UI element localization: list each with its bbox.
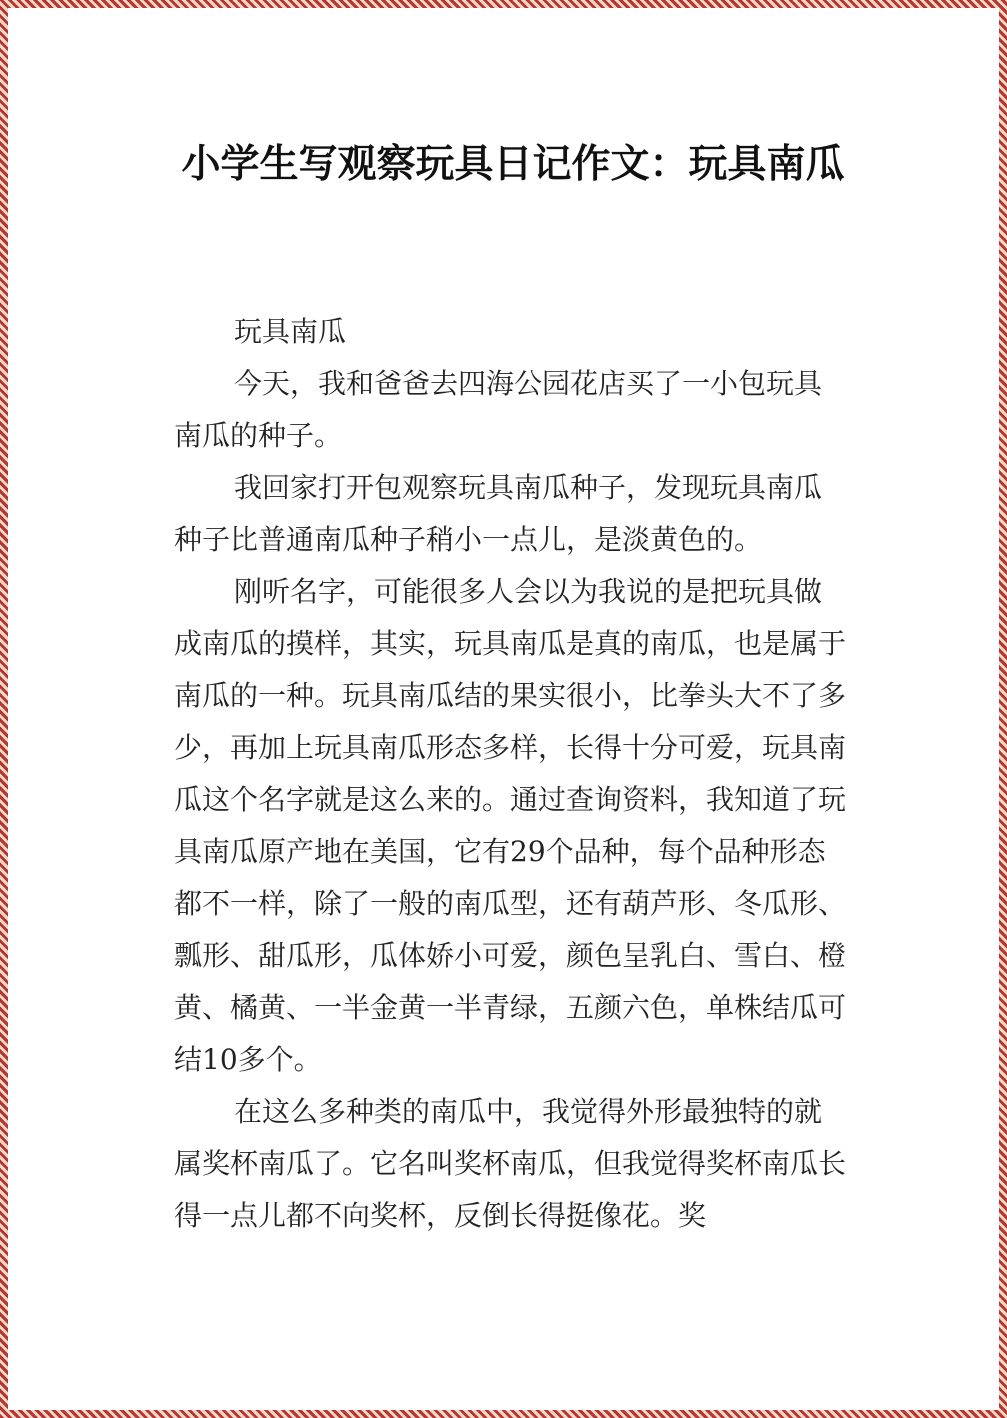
paragraph: 刚听名字，可能很多人会以为我说的是把玩具做成南瓜的摸样，其实，玩具南瓜是真的南瓜，也是属于南瓜的一种。玩具南瓜结的果实很小，比拳头大不了多少，再加上玩具南瓜形态多样，长得十分可爱，玩具南瓜这个名字就是这么来的。通过查询资料，我知道了玩具南瓜原产地在美国，它有29个品种，每个品种形态都不一样，除了一般的南瓜型，还有葫芦形、冬瓜形、瓢形、甜瓜形，瓜体娇小可爱，颜色呈乳白、雪白、橙黄、橘黄、一半金黄一半青绿，五颜六色，单株结瓜可结10多个。 bbox=[174, 575, 847, 1076]
document-page bbox=[8, 8, 999, 1410]
document-title: 小学生写观察玩具日记作文：玩具南瓜 bbox=[181, 142, 845, 187]
paragraph: 在这么多种类的南瓜中，我觉得外形最独特的就属奖杯南瓜了。它名叫奖杯南瓜，但我觉得奖杯南瓜长得一点儿都不向奖杯，反倒长得挺像花。奖 bbox=[174, 1095, 847, 1232]
paragraph: 今天，我和爸爸去四海公园花店买了一小包玩具南瓜的种子。 bbox=[174, 367, 823, 452]
paragraph-heading: 玩具南瓜 bbox=[234, 315, 347, 348]
paragraph: 我回家打开包观察玩具南瓜种子，发现玩具南瓜种子比普通南瓜种子稍小一点儿，是淡黄色的。 bbox=[174, 471, 823, 556]
document-body bbox=[174, 306, 846, 1242]
